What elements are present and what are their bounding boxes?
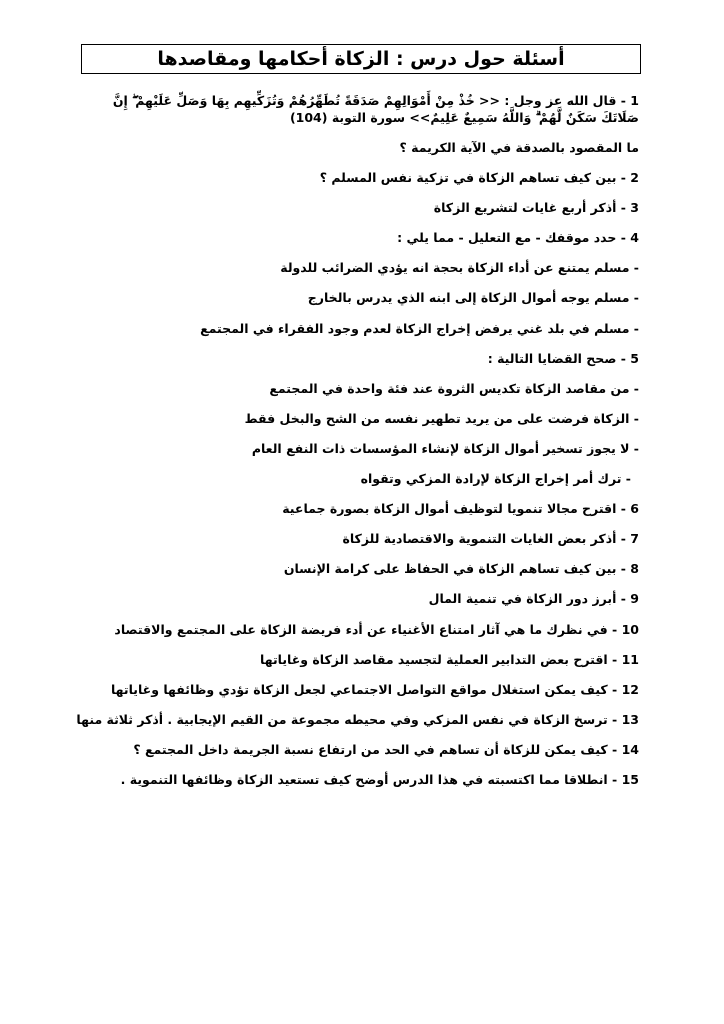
question-5-item: - لا يجوز تسخير أموال الزكاة لإنشاء المؤسسات ذات النفع العام	[251, 440, 639, 456]
question-7: 7 - أذكر بعض الغايات التنموية والاقتصادية للزكاة	[342, 531, 639, 547]
question-11: 11 - اقترح بعض التدابير العملية لتجسيد مقاصد الزكاة وغاياتها	[260, 651, 639, 667]
question-13: 13 - ترسخ الزكاة في نفس المزكي وفي محيطه مجموعة من القيم الإيجابية . أذكر ثلاثة منها	[76, 711, 639, 727]
title-box	[81, 44, 641, 74]
question-8: 8 - بين كيف تساهم الزكاة في الحفاظ على كرامة الإنسان	[283, 561, 639, 577]
question-4-item: - مسلم يمتنع عن أداء الزكاة بحجة انه يؤدي الضرائب للدولة	[280, 260, 639, 276]
question-12: 12 - كيف يمكن استغلال مواقع التواصل الاجتماعي لجعل الزكاة تؤدي وظائفها وغاياتها	[110, 681, 639, 697]
question-4-item: - مسلم يوجه أموال الزكاة إلى ابنه الذي يدرس بالخارج	[307, 290, 639, 306]
question-4-item: - مسلم في بلد غني يرفض إخراج الزكاة لعدم وجود الفقراء في المجتمع	[200, 320, 639, 336]
question-10: 10 - في نظرك ما هي آثار امتناع الأغنياء عن أدء فريضة الزكاة على المجتمع والاقتصاد	[114, 621, 639, 637]
question-5-item: - ترك أمر إخراج الزكاة لإرادة المزكي وتقواه	[360, 471, 631, 487]
page-title: أسئلة حول درس : الزكاة أحكامها ومقاصدها	[157, 48, 565, 70]
question-6: 6 - اقترح مجالا تنمويا لتوظيف أموال الزكاة بصورة جماعية	[282, 501, 639, 517]
question-5-item: - الزكاة فرضت على من يريد تطهير نفسه من الشح والبخل فقط	[244, 410, 639, 426]
question-9: 9 - أبرز دور الزكاة في تنمية المال	[428, 591, 639, 607]
questions-list	[77, 92, 639, 801]
question-1-ask: ما المقصود بالصدقة في الآية الكريمة ؟	[399, 140, 639, 155]
question-14: 14 - كيف يمكن للزكاة أن تساهم في الحد من ارتفاع نسبة الجريمة داخل المجتمع ؟	[133, 741, 639, 757]
question-15: 15 - انطلاقا مما اكتسبته في هذا الدرس أوضح كيف تستعيد الزكاة وظائفها التنموية .	[120, 771, 639, 787]
question-5-item: - من مقاصد الزكاة تكديس الثروة عند فئة واحدة في المجتمع	[269, 380, 639, 396]
question-2: 2 - بين كيف تساهم الزكاة في تزكية نفس المسلم ؟	[319, 170, 639, 186]
question-1-verse: 1 - قال الله عز وجل : << خُذْ مِنْ أَمْوَالِهِمْ صَدَقَةً تُطَهِّرُهُمْ وَتُزَكِّيهِم بِهَا وَصَلِّ عَلَيْهِمْ ۖ إِنَّ صَلَاتَكَ سَكَنٌ لَّهُمْ ۗ وَاللَّهُ سَمِيعٌ عَلِيمٌ>> سورة التوبة (104)	[112, 93, 639, 125]
question-5: 5 - صحح القضايا التالية :	[487, 350, 639, 366]
question-4: 4 - حدد موقفك - مع التعليل - مما يلي :	[397, 230, 639, 246]
question-3: 3 - أذكر أربع غايات لتشريع الزكاة	[433, 200, 639, 216]
